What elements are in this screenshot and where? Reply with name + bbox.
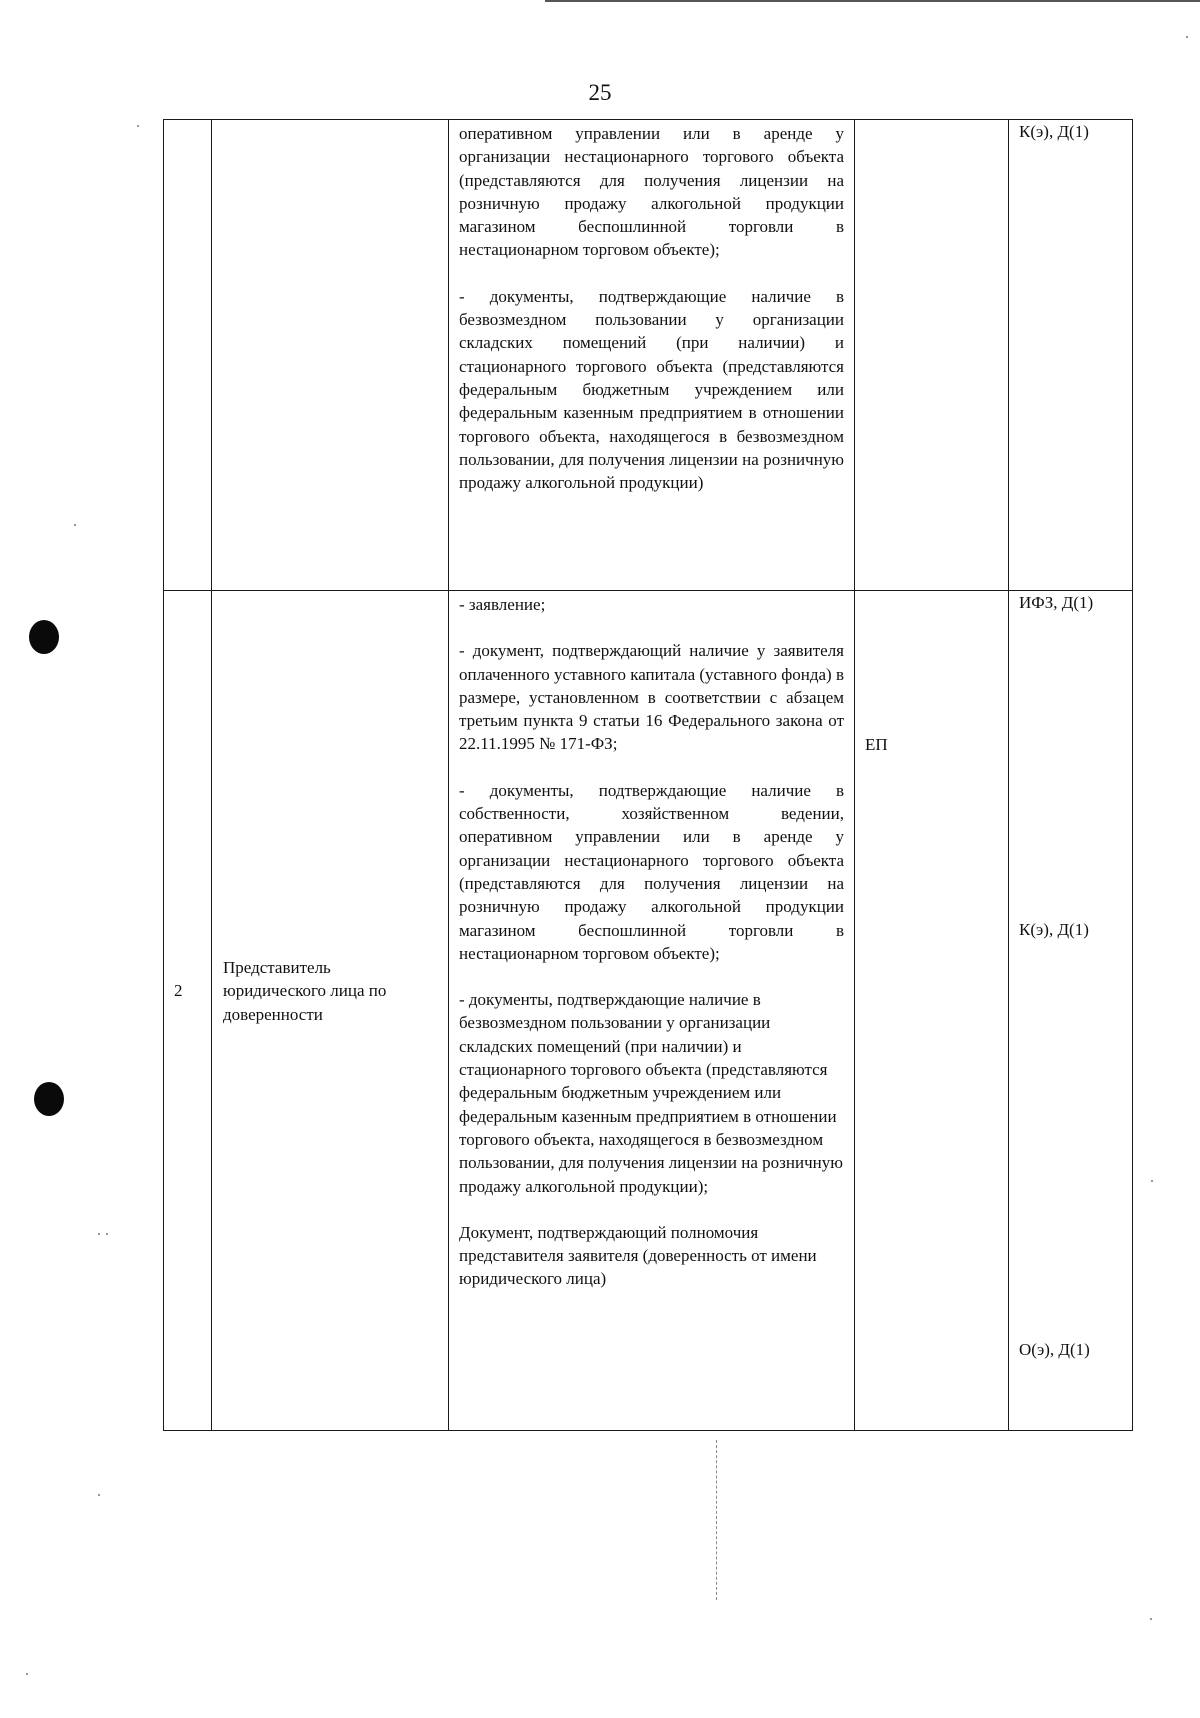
page-number: 25 bbox=[588, 80, 612, 105]
document-item: - документы, подтверждающие наличие в собственности, хозяйственном ведении, оперативном управлении или в аренде у организации нестационарного торгового объекта (представляются для получения лицензии на розничную продажу алкогольной продукции магазином беспошлинной торговли в нестационарном торговом объекте); bbox=[459, 780, 844, 963]
applicant-category-cell bbox=[212, 591, 449, 1431]
scan-speck bbox=[26, 1673, 28, 1675]
document-item: - заявление; bbox=[459, 595, 546, 614]
punch-hole-bottom bbox=[34, 1082, 64, 1116]
applicant-category-cell bbox=[212, 120, 449, 591]
row-number-cell bbox=[164, 120, 212, 591]
documents-cell bbox=[449, 591, 855, 1431]
code-value: ИФЗ, Д(1) bbox=[1019, 593, 1094, 612]
table-row bbox=[164, 120, 1133, 591]
scan-speck bbox=[1150, 1618, 1152, 1620]
row-number-cell bbox=[164, 591, 212, 1431]
scan-speck bbox=[137, 125, 139, 127]
document-item: - документы, подтверждающие наличие в безвозмездном пользовании у организации складских помещений (при наличии) и стационарного торгового объекта (представляются федеральным бюджетным учреждением или федеральным казенным предприятием в отношении торгового объекта, находящегося в безвозмездном пользовании, для получения лицензии на розничную продажу алкогольной продукции) bbox=[459, 286, 844, 493]
mid-value: ЕП bbox=[865, 735, 888, 754]
applicant-category: Представитель юридического лица по доверенности bbox=[223, 958, 387, 1024]
code-value: К(э), Д(1) bbox=[1019, 122, 1089, 141]
documents-cell bbox=[449, 120, 855, 591]
scan-speck bbox=[98, 1494, 100, 1496]
row-number: 2 bbox=[174, 981, 183, 1000]
scan-speck bbox=[1186, 36, 1188, 38]
codes-cell bbox=[1009, 591, 1133, 1431]
document-item: - документы, подтверждающие наличие в безвозмездном пользовании у организации складских помещений (при наличии) и стационарного торгового объекта (представляются федеральным бюджетным учреждением или федеральным казенным предприятием в отношении торгового объекта, находящегося в безвозмездном пользовании, для получения лицензии на розничную продажу алкогольной продукции); bbox=[459, 990, 843, 1196]
code-value: К(э), Д(1) bbox=[1019, 920, 1089, 939]
requirements-table bbox=[163, 119, 1133, 1431]
document-item: оперативном управлении или в аренде у организации нестационарного торгового объекта (представляются для получения лицензии на розничную продажу алкогольной продукции магазином беспошлинной торговли в нестационарном торговом объекте); bbox=[459, 124, 844, 260]
punch-hole-top bbox=[29, 620, 59, 654]
scan-speck bbox=[1151, 1180, 1153, 1182]
mid-cell bbox=[855, 591, 1009, 1431]
scan-speck bbox=[74, 524, 76, 526]
scan-dash-line bbox=[716, 1440, 717, 1600]
document-item: Документ, подтверждающий полномочия представителя заявителя (доверенность от имени юридического лица) bbox=[459, 1222, 817, 1289]
mid-cell bbox=[855, 120, 1009, 591]
scan-edge-line bbox=[545, 0, 1200, 2]
document-item: - документ, подтверждающий наличие у заявителя оплаченного уставного капитала (уставного фонда) в размере, установленном в соответствии с абзацем третьим пункта 9 статьи 16 Федерального закона от 22.11.1995 № 171-ФЗ; bbox=[459, 641, 844, 754]
code-value: О(э), Д(1) bbox=[1019, 1340, 1090, 1359]
scan-speck bbox=[98, 1233, 100, 1235]
table-row bbox=[164, 591, 1133, 1431]
codes-cell bbox=[1009, 120, 1133, 591]
scan-speck bbox=[106, 1233, 108, 1235]
